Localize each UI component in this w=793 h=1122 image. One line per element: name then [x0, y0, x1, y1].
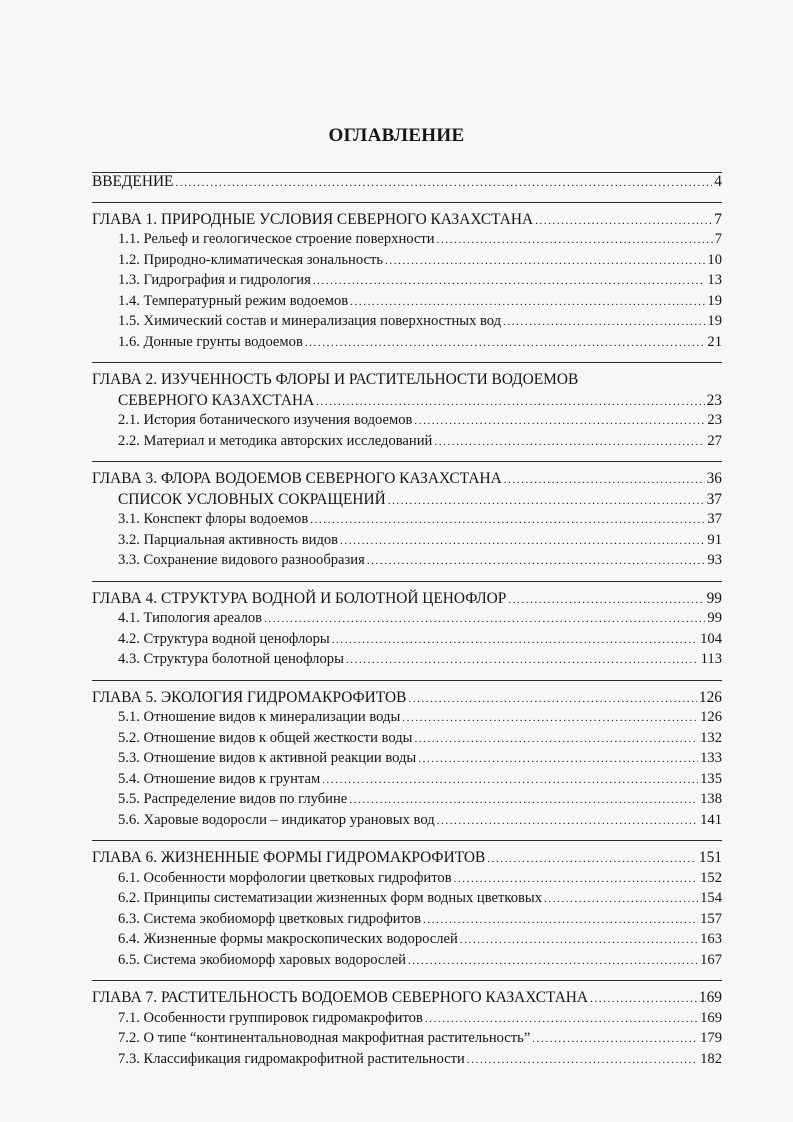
dot-leader — [313, 275, 706, 287]
toc-entry-label: 4.2. Структура водной ценофлоры — [118, 630, 330, 647]
toc-chapter-heading[interactable] — [92, 470, 722, 491]
toc-entry-label: 3.3. Сохранение видового разнообразия — [118, 552, 365, 568]
toc-chapter-heading[interactable] — [92, 211, 722, 232]
dot-leader — [402, 712, 698, 724]
toc-entry-label: 1.3. Гидрография и гидрология — [118, 272, 311, 288]
toc-subsection[interactable] — [92, 791, 722, 812]
toc-entry-page: 152 — [700, 869, 722, 886]
toc-entry-page: 4 — [714, 173, 722, 190]
dot-leader — [467, 1054, 698, 1066]
dot-leader — [425, 1013, 698, 1025]
toc-subsection[interactable] — [92, 552, 722, 573]
toc-subsection[interactable] — [92, 812, 722, 833]
toc-entry-label: 5.2. Отношение видов к общей жесткости воды — [118, 729, 413, 746]
toc-subsection[interactable] — [92, 511, 722, 532]
toc-entry-page: 19 — [707, 292, 722, 309]
toc-subsection[interactable] — [92, 433, 722, 454]
toc-chapter-heading[interactable] — [92, 590, 722, 611]
toc-entry-page: 99 — [706, 589, 722, 607]
dot-leader — [460, 934, 698, 946]
toc-entry-page: 99 — [707, 610, 722, 626]
dot-leader — [532, 1033, 698, 1045]
toc-entry-label: 3.2. Парциальная активность видов — [118, 531, 339, 548]
dot-leader — [535, 215, 712, 227]
dot-leader — [322, 774, 698, 786]
toc-subsection[interactable] — [92, 709, 722, 730]
dot-leader — [544, 893, 698, 905]
dot-leader — [408, 955, 698, 967]
toc-entry-label: 7.3. Классификация гидромакрофитной растительности — [118, 1050, 465, 1067]
toc-subsection[interactable] — [92, 631, 722, 652]
toc-subsection[interactable] — [92, 272, 722, 293]
toc-entry-label: ГЛАВА 5. ЭКОЛОГИЯ ГИДРОМАКРОФИТОВ — [92, 688, 407, 706]
table-of-contents — [92, 172, 722, 1071]
toc-entry-page: 169 — [700, 1009, 722, 1026]
chapter-block-3 — [92, 461, 722, 573]
toc-entry-label: 7.2. О типе “континентальноводная макрофитная растительность” — [118, 1030, 531, 1046]
toc-entry-page: 19 — [707, 313, 722, 329]
toc-entry-page: 151 — [698, 849, 722, 866]
toc-entry-page: 93 — [707, 552, 722, 568]
toc-subsection[interactable] — [92, 231, 722, 252]
dot-leader — [385, 255, 705, 267]
toc-subsection[interactable] — [92, 334, 722, 355]
chapter-block-2 — [92, 362, 722, 453]
toc-entry-page: 157 — [700, 910, 722, 927]
toc-entry-page: 23 — [706, 391, 722, 409]
toc-entry-page: 21 — [707, 333, 722, 350]
toc-entry-page: 104 — [700, 630, 722, 647]
toc-entry-page: 7 — [714, 231, 722, 247]
dot-leader — [454, 873, 699, 885]
toc-entry-page: 126 — [698, 688, 722, 706]
toc-entry-page: 163 — [700, 931, 722, 947]
dot-leader — [332, 634, 698, 646]
toc-entry-page: 36 — [706, 470, 722, 487]
toc-entry-page: 7 — [714, 210, 722, 228]
toc-subsection[interactable] — [92, 1030, 722, 1051]
dot-leader — [414, 733, 698, 745]
toc-entry-label: 1.2. Природно-климатическая зональность — [118, 251, 384, 268]
toc-entry-label: СЕВЕРНОГО КАЗАХСТАНА — [118, 391, 315, 409]
dot-leader — [437, 234, 713, 246]
dot-leader — [175, 177, 712, 189]
chapter-block-5 — [92, 680, 722, 833]
dot-leader — [408, 693, 697, 705]
dot-leader — [310, 514, 705, 526]
toc-entry-label: ГЛАВА 4. СТРУКТУРА ВОДНОЙ И БОЛОТНОЙ ЦЕНОФЛОР — [92, 589, 507, 607]
toc-entry-label: 6.1. Особенности морфологии цветковых гидрофитов — [118, 869, 452, 886]
toc-entry-page: 10 — [707, 251, 722, 268]
dot-leader — [349, 794, 698, 806]
dot-leader — [423, 914, 698, 926]
toc-subsection[interactable] — [92, 412, 722, 433]
toc-subsection[interactable] — [92, 750, 722, 771]
toc-subsection[interactable] — [92, 610, 722, 631]
toc-subsection[interactable] — [92, 771, 722, 792]
toc-subsection[interactable] — [92, 730, 722, 751]
toc-entry-page: 138 — [700, 791, 722, 807]
dot-leader — [414, 415, 705, 427]
toc-entry-page: 141 — [700, 811, 722, 828]
toc-entry-page: 13 — [707, 272, 722, 288]
toc-subsection[interactable] — [92, 890, 722, 911]
toc-entry-label: ГЛАВА 2. ИЗУЧЕННОСТЬ ФЛОРЫ И РАСТИТЕЛЬНОСТИ ВОДОЕМОВ — [92, 371, 579, 388]
dot-leader — [367, 555, 706, 567]
toc-entry-page: 167 — [700, 951, 722, 968]
toc-subsection[interactable] — [92, 931, 722, 952]
dot-leader — [437, 815, 698, 827]
dot-leader — [388, 495, 705, 507]
dot-leader — [504, 474, 705, 486]
toc-entry-page: 133 — [700, 750, 722, 766]
toc-entry-label: 5.4. Отношение видов к грунтам — [118, 770, 321, 787]
toc-entry-label: ВВЕДЕНИЕ — [92, 173, 174, 190]
toc-subsection[interactable] — [92, 532, 722, 553]
toc-entry-label: 7.1. Особенности группировок гидромакрофитов — [118, 1009, 423, 1026]
dot-leader — [508, 594, 704, 606]
toc-entry-label: 2.2. Материал и методика авторских исследований — [118, 432, 433, 449]
chapter-block-6 — [92, 840, 722, 972]
toc-entry-label: 3.1. Конспект флоры водоемов — [118, 511, 309, 527]
toc-chapter-heading[interactable] — [92, 371, 722, 392]
chapter-list — [92, 202, 722, 1072]
chapter-block-1 — [92, 202, 722, 355]
dot-leader — [305, 337, 706, 349]
toc-entry-page: 154 — [700, 890, 722, 906]
toc-entry-label: 1.1. Рельеф и геологическое строение поверхности — [118, 231, 435, 247]
toc-chapter-heading[interactable] — [92, 849, 722, 870]
toc-entry-label: 5.5. Распределение видов по глубине — [118, 791, 348, 807]
dot-leader — [418, 753, 698, 765]
toc-entry-label: ГЛАВА 3. ФЛОРА ВОДОЕМОВ СЕВЕРНОГО КАЗАХСТАНА — [92, 470, 502, 487]
toc-subsection[interactable] — [92, 1051, 722, 1072]
toc-entry-page: 132 — [700, 729, 722, 746]
toc-chapter-heading-continuation[interactable] — [92, 491, 722, 512]
toc-subsection[interactable] — [92, 1010, 722, 1031]
toc-entry-label: 4.3. Структура болотной ценофлоры — [118, 651, 344, 667]
toc-entry-page: 113 — [700, 651, 722, 667]
toc-entry-page: 27 — [707, 432, 722, 449]
toc-entry-page: 135 — [700, 770, 722, 787]
toc-entry-label: 6.4. Жизненные формы макроскопических водорослей — [118, 931, 458, 947]
toc-entry-label: 5.1. Отношение видов к минерализации воды — [118, 709, 401, 725]
toc-entry-label: 1.4. Температурный режим водоемов — [118, 292, 349, 309]
toc-subsection[interactable] — [92, 651, 722, 672]
toc-entry-label: 5.6. Харовые водоросли – индикатор урановых вод — [118, 811, 435, 828]
dot-leader — [503, 316, 705, 328]
toc-entry-page: 91 — [707, 531, 722, 548]
toc-entry-page: 179 — [700, 1030, 722, 1046]
toc-subsection[interactable] — [92, 911, 722, 932]
dot-leader — [340, 535, 705, 547]
toc-entry-label: 2.1. История ботанического изучения водоемов — [118, 412, 413, 428]
dot-leader — [346, 654, 699, 666]
toc-chapter-heading[interactable] — [92, 989, 722, 1010]
toc-entry-label: 1.6. Донные грунты водоемов — [118, 333, 303, 350]
chapter-block-7 — [92, 980, 722, 1071]
toc-entry-intro[interactable] — [92, 173, 722, 194]
dot-leader — [434, 436, 705, 448]
toc-subsection[interactable] — [92, 870, 722, 891]
dot-leader — [487, 853, 697, 865]
toc-subsection[interactable] — [92, 293, 722, 314]
toc-subsection[interactable] — [92, 952, 722, 973]
toc-entry-page: 23 — [707, 412, 722, 428]
toc-entry-label: 5.3. Отношение видов к активной реакции воды — [118, 750, 417, 766]
toc-entry-page: 37 — [707, 511, 722, 527]
toc-entry-page: 37 — [706, 490, 722, 508]
toc-entry-label: СПИСОК УСЛОВНЫХ СОКРАЩЕНИЙ — [118, 490, 386, 508]
toc-entry-page: 169 — [698, 989, 722, 1006]
toc-subsection[interactable] — [92, 252, 722, 273]
toc-subsection[interactable] — [92, 313, 722, 334]
dot-leader — [264, 613, 705, 625]
toc-entry-label: ГЛАВА 6. ЖИЗНЕННЫЕ ФОРМЫ ГИДРОМАКРОФИТОВ — [92, 849, 486, 866]
toc-entry-label: ГЛАВА 7. РАСТИТЕЛЬНОСТЬ ВОДОЕМОВ СЕВЕРНОГО КАЗАХСТАНА — [92, 989, 589, 1006]
toc-entry-label: ГЛАВА 1. ПРИРОДНЫЕ УСЛОВИЯ СЕВЕРНОГО КАЗАХСТАНА — [92, 210, 534, 228]
toc-entry-label: 4.1. Типология ареалов — [118, 610, 263, 626]
toc-chapter-heading[interactable] — [92, 689, 722, 710]
chapter-block-4 — [92, 581, 722, 672]
toc-entry-label: 6.3. Система экобиоморф цветковых гидрофитов — [118, 910, 421, 927]
dot-leader — [316, 396, 704, 408]
toc-entry-page: 126 — [700, 709, 722, 725]
page-title: ОГЛАВЛЕНИЕ — [328, 125, 465, 146]
toc-entry-label: 6.2. Принципы систематизации жизненных форм водных цветковых — [118, 890, 543, 906]
toc-chapter-heading-continuation[interactable] — [92, 392, 722, 413]
toc-entry-label: 1.5. Химический состав и минерализация поверхностных вод — [118, 313, 502, 329]
dot-leader — [350, 296, 705, 308]
toc-entry-label: 6.5. Система экобиоморф харовых водорослей — [118, 951, 406, 968]
intro-block — [92, 172, 722, 194]
dot-leader — [590, 993, 697, 1005]
toc-entry-page: 182 — [700, 1050, 722, 1067]
